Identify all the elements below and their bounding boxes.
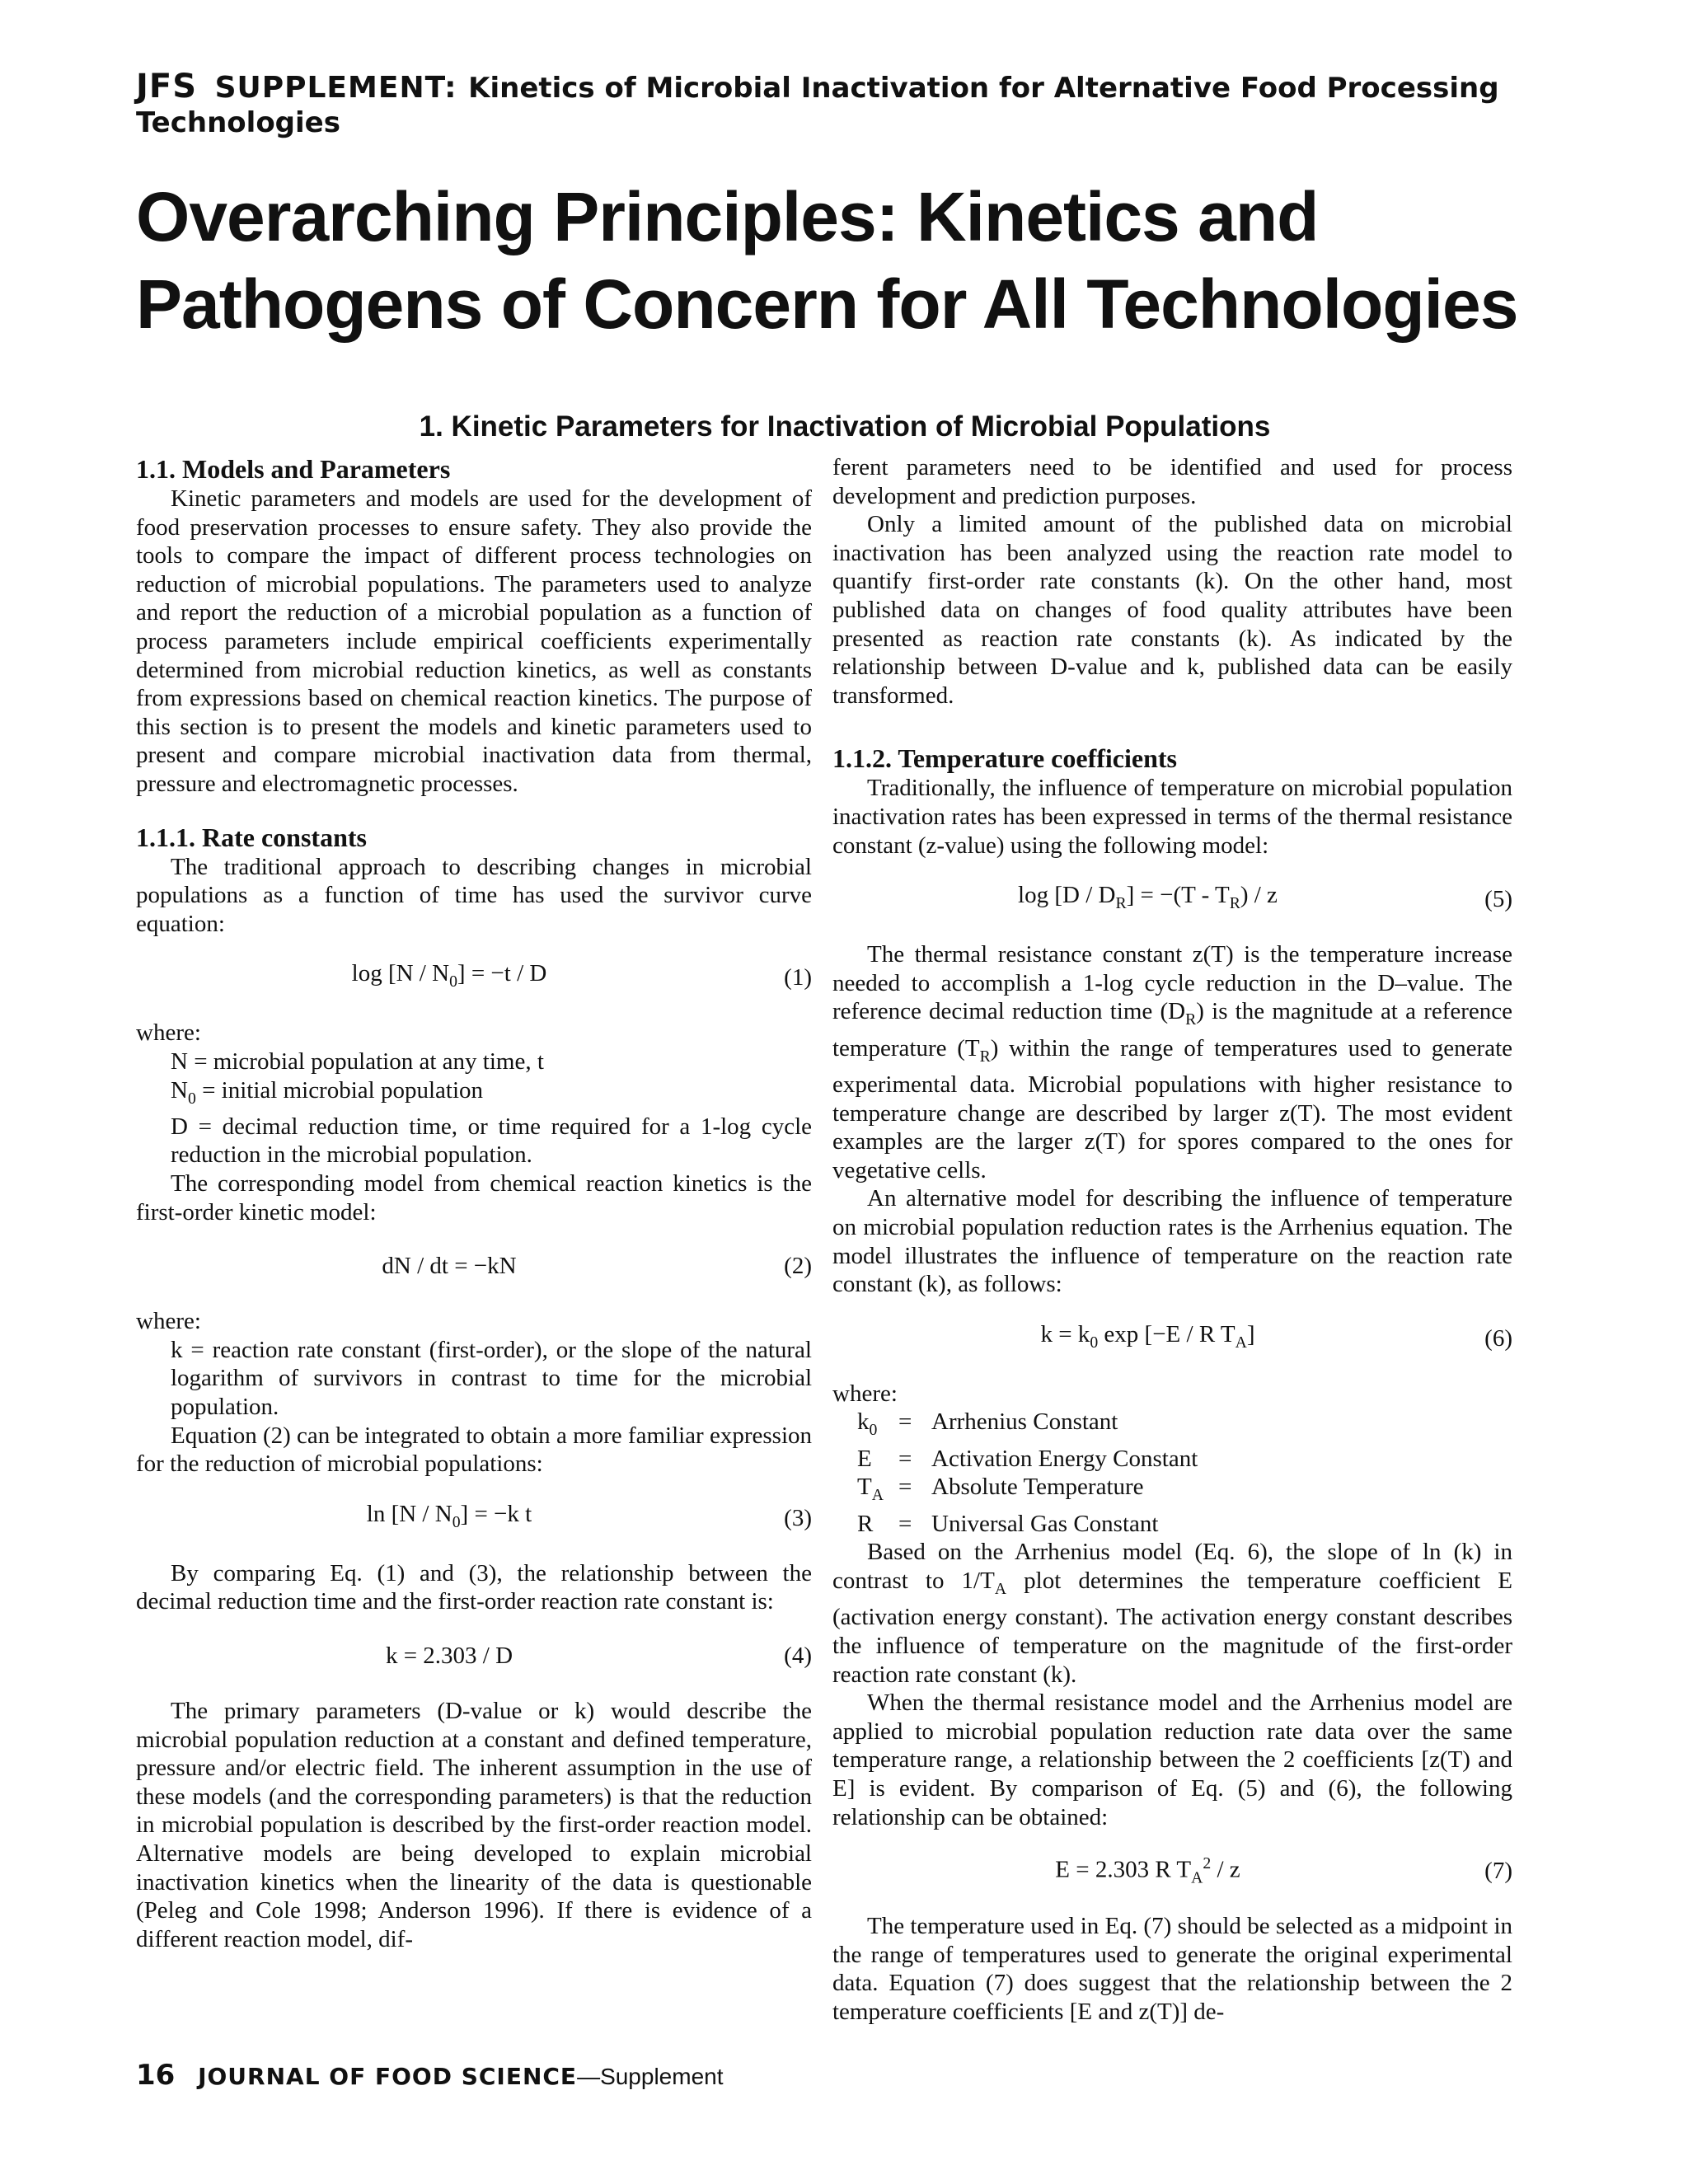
paragraph: An alternative model for describing the influence of temperature on microbial population reduction rates is the Arrhenius equation. The model illustrates the influence of temperature on the reaction rate constant (k), as follows: — [832, 1185, 1512, 1298]
running-header — [136, 68, 1554, 139]
journal-name: JOURNAL OF FOOD SCIENCE — [198, 2063, 578, 2090]
definition: D = decimal reduction time, or time required for a 1-log cycle reduction in the microbial population. — [171, 1113, 812, 1169]
supplement-label: SUPPLEMENT: — [214, 71, 457, 105]
where-label: where: — [136, 1019, 201, 1047]
constant-row: $T_A$ = Absolute Temperature — [857, 1474, 1144, 1505]
equation-4: k = 2.303 / D (4) — [385, 1642, 812, 1669]
subsubsection-heading: 1.1.1. Rate constants — [136, 822, 367, 852]
paragraph: Traditionally, the influence of temperature on microbial population inactivation rates has been expressed in terms of the thermal resistance constant (z-value) using the following model: — [832, 775, 1512, 859]
where-label: where: — [136, 1308, 201, 1335]
right-column — [832, 453, 1512, 2027]
subsection-heading: 1.1. Models and Parameters — [136, 454, 451, 484]
equation-number: (3) — [784, 1504, 812, 1531]
page-footer — [136, 2059, 724, 2092]
equation-7: E = 2.303 R $T_A^2$ / z (7) — [1055, 1854, 1512, 1887]
equation-number: (5) — [1484, 885, 1512, 912]
equation-number: (4) — [784, 1642, 812, 1669]
equation-number: (2) — [784, 1252, 812, 1279]
equation-2: dN / dt = −kN (2) — [382, 1252, 812, 1279]
paragraph: ferent parameters need to be identified and used for process development and prediction purposes. — [832, 454, 1512, 509]
constant-row: $k_0$ = Arrhenius Constant — [857, 1408, 1118, 1440]
paragraph: The traditional approach to describing changes in microbial populations as a function of time has used the survivor curve equation: — [136, 853, 812, 937]
constants-list — [832, 1408, 1512, 1538]
paragraph: The thermal resistance constant z(T) is the temperature increase needed to accomplish a 1-log cycle reduction in the D–value. The reference decimal reduction time $(D_R)$ is the magnitude at a reference temperature $(T_R)$ within the range of temperatures used to generate experimental data. Microbial populations with higher resistance to temperature change are described by larger z(T). The most evident examples are the larger z(T) for spores compared to the ones for vegetative cells. — [832, 941, 1512, 1183]
equation-number: (1) — [784, 964, 812, 991]
paragraph: The corresponding model from chemical reaction kinetics is the first-order kinetic model: — [136, 1170, 812, 1226]
section-heading: 1. Kinetic Parameters for Inactivation of Microbial Populations — [419, 410, 1271, 443]
definition: $N_0$ = initial microbial population — [171, 1076, 483, 1108]
constant-row: R = Universal Gas Constant — [857, 1510, 1159, 1537]
supplement-topic: Kinetics of Microbial Inactivation for Alternative Food Processing Technologies — [136, 72, 1499, 139]
journal-abbrev: JFS — [136, 68, 198, 105]
equation-number: (7) — [1484, 1857, 1512, 1884]
paragraph: By comparing Eq. (1) and (3), the relationship between the decimal reduction time and the first-order reaction rate constant is: — [136, 1559, 812, 1615]
paragraph: Only a limited amount of the published data on microbial inactivation has been analyzed using the reaction rate model to quantify first-order rate constants (k). On the other hand, most published data on changes of food quality attributes have been presented as reaction rate constants (k). As indicated by the relationship between D-value and k, published data can be easily transformed. — [832, 511, 1512, 709]
supplement-label: —Supplement — [577, 2064, 724, 2089]
page-number: 16 — [136, 2059, 176, 2092]
equation-1: $\log [N / N_0] = -t / D$ (1) — [351, 960, 812, 991]
paragraph: Based on the Arrhenius model (Eq. 6), the slope of ln (k) in contrast to $1/T_A$ plot determines the temperature coefficient E (activation energy constant). The activation energy constant describes the influence of temperature on the magnitude of the first-order reaction rate constant (k). — [832, 1539, 1512, 1688]
article-title: Overarching Principles: Kinetics and Pathogens of Concern for All Technologies — [136, 178, 1518, 343]
paragraph: The primary parameters (D-value or k) would describe the microbial population reduction at a constant and defined temperature, pressure and/or electric field. The inherent assumption in the use of these models (and the corresponding parameters) is that the reduction in microbial population is described by the first-order reaction model. Alternative models are being developed to explain microbial inactivation kinetics when the linearity of the data is questionable (Peleg and Cole 1998; Anderson 1996). If there is evidence of a different reaction model, dif- — [136, 1698, 812, 1952]
definition: k = reaction rate constant (first-order), or the slope of the natural logarithm of survivors in contrast to time for the microbial population. — [171, 1336, 812, 1421]
equation-3: $\ln [N / N_0] = -k$ t (3) — [366, 1500, 812, 1531]
paragraph: The temperature used in Eq. (7) should be selected as a midpoint in the range of temperatures used to generate the original experimental data. Equation (7) does suggest that the relationship between the 2 temperature coefficients [E and z(T)] de- — [832, 1913, 1512, 2025]
paragraph: Equation (2) can be integrated to obtain a more familiar expression for the reduction of microbial populations: — [136, 1422, 812, 1478]
constant-row: E = Activation Energy Constant — [857, 1445, 1198, 1472]
subsubsection-heading: 1.1.2. Temperature coefficients — [832, 743, 1177, 774]
left-column — [136, 453, 812, 1953]
where-label: where: — [832, 1380, 898, 1407]
equation-6: $k = k_0$ exp [−E / R $T_A$] (6) — [1040, 1320, 1512, 1352]
definition: N = microbial population at any time, t — [171, 1047, 544, 1075]
equation-5: $\log [D / D_R] = -(T - T_R) / z$ (5) — [1018, 881, 1512, 912]
paragraph: When the thermal resistance model and the Arrhenius model are applied to microbial population reduction rate data over the same temperature range, a relationship between the 2 coefficients [z(T) and E] is evident. By comparison of Eq. (5) and (6), the following relationship can be obtained: — [832, 1690, 1512, 1830]
equation-number: (6) — [1484, 1324, 1512, 1352]
paragraph: Kinetic parameters and models are used for the development of food preservation processes to ensure safety. They also provide the tools to compare the impact of different process technologies on reduction of microbial populations. The parameters used to analyze and report the reduction of a microbial population as a function of process parameters include empirical coefficients experimentally determined from microbial reduction kinetics, as well as constants from expressions based on chemical reaction kinetics. The purpose of this section is to present the models and kinetic parameters used to present and compare microbial inactivation data from thermal, pressure and electromagnetic processes. — [136, 485, 812, 797]
